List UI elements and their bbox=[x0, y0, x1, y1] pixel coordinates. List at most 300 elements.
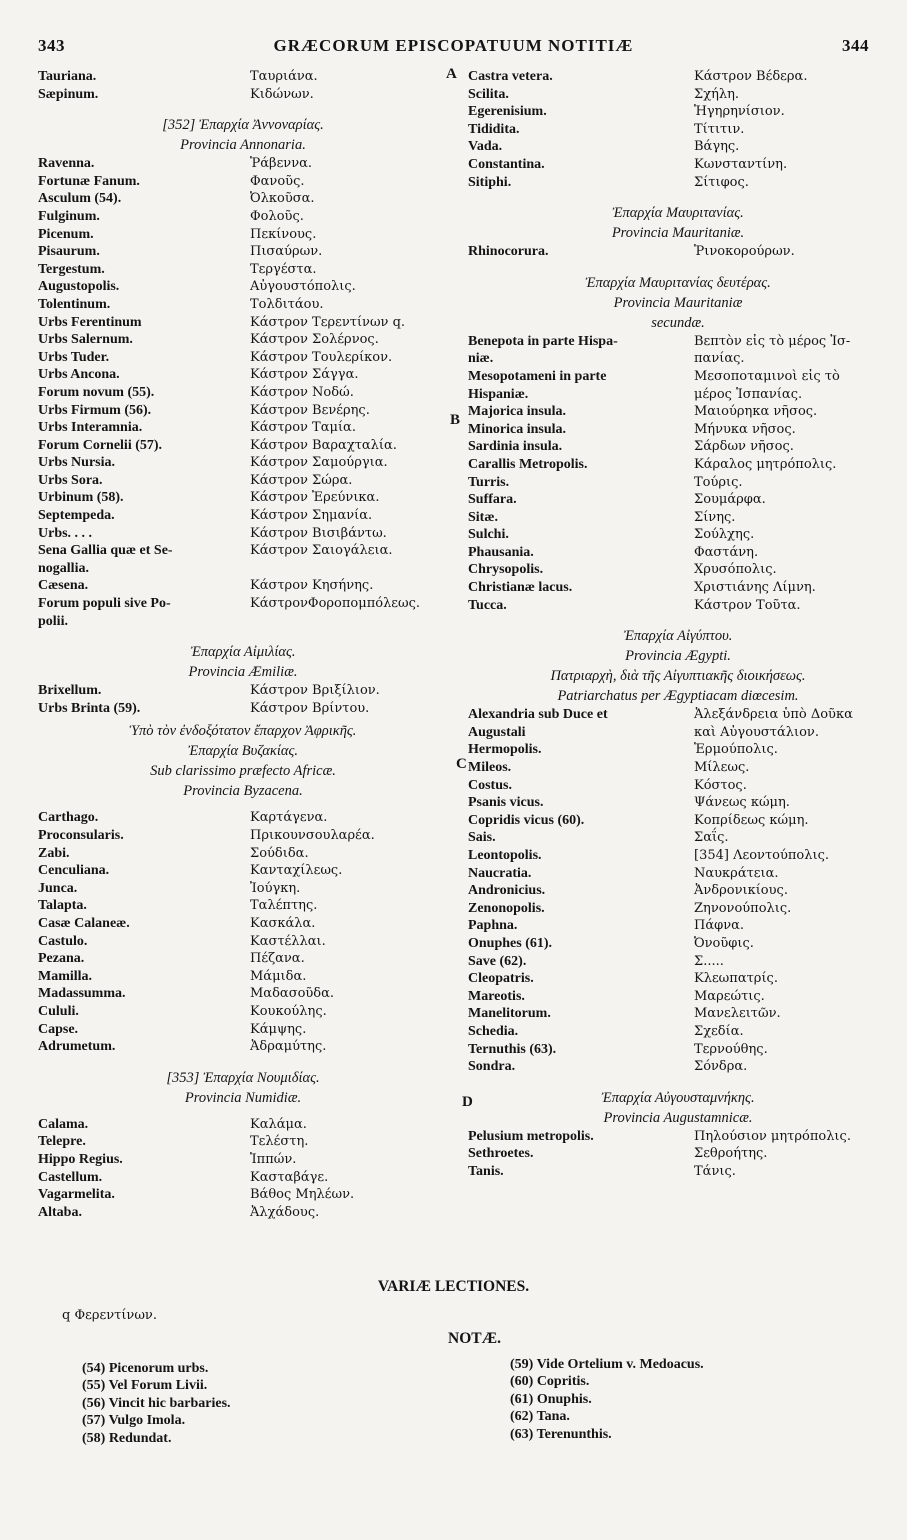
greek-name: Μίλεως. bbox=[694, 760, 750, 776]
greek-name: Πάφνα. bbox=[694, 918, 745, 934]
greek-name: Ἀλεξάνδρεια ὑπὸ Δοῦκα bbox=[694, 707, 853, 723]
list-item bbox=[468, 421, 888, 439]
greek-name: Κόστος. bbox=[694, 777, 747, 793]
latin-name: Tergestum. bbox=[38, 261, 105, 277]
list-item bbox=[468, 759, 888, 777]
latin-name: Cululi. bbox=[38, 1003, 79, 1019]
section-heading-latin: Provincia Byzacena. bbox=[183, 783, 303, 800]
list-item bbox=[38, 1038, 448, 1056]
latin-name: Mesopotameni in parte bbox=[468, 368, 607, 384]
latin-name: Adrumetum. bbox=[38, 1039, 116, 1055]
latin-name: Manelitorum. bbox=[468, 1006, 551, 1022]
greek-name: Κάστρον Σημανία. bbox=[250, 508, 373, 524]
greek-name: Μανελειτῶν. bbox=[694, 1006, 781, 1022]
greek-name: Τερνούθης. bbox=[694, 1041, 768, 1057]
latin-name: Save (62). bbox=[468, 953, 527, 969]
latin-name: Cleopatris. bbox=[468, 971, 534, 987]
section-heading-latin: Provincia Ægypti. bbox=[625, 648, 731, 665]
list-item bbox=[38, 454, 448, 472]
list-item bbox=[38, 862, 448, 880]
list-item bbox=[38, 437, 448, 455]
greek-name: Ψάνεως κώμη. bbox=[694, 795, 790, 811]
greek-name: ΚάστρονΦοροπομπόλεως. bbox=[250, 596, 421, 612]
section-heading-greek: Ἐπαρχία Αἰγύπτου. bbox=[623, 628, 733, 645]
list-item bbox=[468, 243, 888, 261]
list-item bbox=[38, 985, 448, 1003]
greek-name: Μεσοποταμινοὶ εἰς τὸ bbox=[694, 368, 840, 384]
list-item bbox=[468, 509, 888, 527]
greek-name: Πισαύρων. bbox=[250, 244, 323, 260]
list-item bbox=[38, 915, 448, 933]
latin-name: Tididita. bbox=[468, 121, 520, 137]
latin-name: Urbs Ferentinum bbox=[38, 314, 142, 330]
latin-name: Sitæ. bbox=[468, 509, 498, 525]
note-item: (57) Vulgo Imola. bbox=[82, 1413, 186, 1429]
latin-name: Tolentinum. bbox=[38, 296, 111, 312]
greek-name: Κάστρον Σάγγα. bbox=[250, 367, 359, 383]
section-heading-greek: [353] Ἐπαρχία Νουμιδίας. bbox=[166, 1069, 320, 1086]
list-item bbox=[468, 68, 888, 86]
greek-name: Ταλέπτης. bbox=[250, 898, 318, 914]
greek-name: Φανοῦς. bbox=[250, 173, 305, 189]
variant-reading: q Φερεντίνων. bbox=[62, 1308, 157, 1323]
list-item bbox=[38, 472, 448, 490]
latin-name: polii. bbox=[38, 613, 68, 629]
greek-name: Τούρις. bbox=[694, 474, 743, 490]
list-item bbox=[468, 882, 888, 900]
latin-name: Christianæ lacus. bbox=[468, 580, 573, 596]
list-item bbox=[38, 845, 448, 863]
greek-name: Μάμιδα. bbox=[250, 968, 307, 984]
greek-name: Ἑρμούπολις. bbox=[694, 742, 778, 758]
list-item bbox=[38, 208, 448, 226]
list-item bbox=[38, 278, 448, 296]
greek-name: Βάγης. bbox=[694, 139, 740, 155]
margin-letter-d: D bbox=[462, 1094, 473, 1110]
latin-name: Hispaniæ. bbox=[468, 386, 529, 402]
greek-name: Κάστρον Νοδώ. bbox=[250, 384, 354, 400]
greek-name: Σούλχης. bbox=[694, 527, 755, 543]
list-item bbox=[38, 314, 448, 332]
list-item bbox=[38, 86, 448, 104]
list-item bbox=[38, 560, 448, 578]
list-item bbox=[468, 474, 888, 492]
list-item bbox=[38, 682, 448, 700]
latin-name: Cæsena. bbox=[38, 578, 89, 594]
latin-name: Vagarmelita. bbox=[38, 1187, 115, 1203]
greek-name bbox=[250, 613, 448, 631]
list-item bbox=[38, 68, 448, 86]
greek-name: Σουμάρφα. bbox=[694, 492, 766, 508]
latin-name: Sæpinum. bbox=[38, 86, 99, 102]
list-item bbox=[38, 700, 448, 718]
list-item bbox=[468, 86, 888, 104]
list-item bbox=[38, 577, 448, 595]
latin-name: Capse. bbox=[38, 1021, 79, 1037]
list-item bbox=[468, 1163, 888, 1181]
list-item bbox=[38, 402, 448, 420]
greek-name: Κασταβάγε. bbox=[250, 1169, 329, 1185]
list-item bbox=[38, 489, 448, 507]
list-item bbox=[38, 950, 448, 968]
latin-name: Copridis vicus (60). bbox=[468, 812, 585, 828]
latin-name: Urbinum (58). bbox=[38, 490, 124, 506]
greek-name: Φολοῦς. bbox=[250, 208, 304, 224]
greek-name: Φαστάνη. bbox=[694, 544, 759, 560]
section-heading-greek: Ἐπαρχία Βυζακίας. bbox=[187, 743, 299, 760]
list-item bbox=[468, 865, 888, 883]
greek-name: Σίτιφος. bbox=[694, 174, 749, 190]
latin-name: Hippo Regius. bbox=[38, 1151, 123, 1167]
latin-name: Mileos. bbox=[468, 760, 512, 776]
list-item bbox=[468, 1023, 888, 1041]
greek-name: Ἀδραμύτης. bbox=[250, 1039, 327, 1055]
latin-name: Madassumma. bbox=[38, 986, 126, 1002]
greek-name: καὶ Αὐγουστάλιον. bbox=[694, 724, 819, 740]
greek-name: Κανταχίλεως. bbox=[250, 863, 343, 879]
latin-name: Fortunæ Fanum. bbox=[38, 173, 140, 189]
latin-name: Suffara. bbox=[468, 492, 517, 508]
margin-letter-b: B bbox=[450, 412, 461, 428]
list-item bbox=[38, 1186, 448, 1204]
greek-name: Κάστρον Ἐρεύνικα. bbox=[250, 490, 380, 506]
list-item bbox=[468, 386, 888, 404]
list-item bbox=[468, 350, 888, 368]
greek-name: Ὀνοῦφις. bbox=[694, 935, 754, 951]
greek-name: Κωνσταντίνη. bbox=[694, 156, 788, 172]
latin-name: Ravenna. bbox=[38, 156, 95, 172]
latin-name: Fulginum. bbox=[38, 208, 100, 224]
list-item bbox=[38, 384, 448, 402]
list-item bbox=[468, 103, 888, 121]
latin-name: Psanis vicus. bbox=[468, 795, 544, 811]
latin-name: Paphna. bbox=[468, 918, 518, 934]
list-item bbox=[468, 1041, 888, 1059]
latin-name: Castra vetera. bbox=[468, 69, 553, 84]
list-item bbox=[468, 579, 888, 597]
page-number-right: 344 bbox=[842, 36, 869, 55]
latin-name: Proconsularis. bbox=[38, 828, 124, 843]
list-item bbox=[38, 190, 448, 208]
section-heading-latin: Sub clarissimo præfecto Africæ. bbox=[150, 763, 336, 780]
section-heading-latin: secundæ. bbox=[651, 314, 705, 331]
list-item bbox=[38, 880, 448, 898]
right-column bbox=[468, 68, 888, 1181]
list-item bbox=[38, 1116, 448, 1134]
latin-name: Forum Cornelii (57). bbox=[38, 437, 163, 453]
greek-name: Σούδιδα. bbox=[250, 845, 309, 861]
latin-name: Zabi. bbox=[38, 845, 70, 861]
latin-name: Castellum. bbox=[38, 1169, 103, 1185]
section-heading-latin: Provincia Augustamnicæ. bbox=[603, 1109, 753, 1126]
latin-name: Pisaurum. bbox=[38, 244, 100, 260]
latin-name: nogallia. bbox=[38, 560, 89, 576]
latin-name: Calama. bbox=[38, 1116, 89, 1132]
greek-name: Ῥινοκορούρων. bbox=[694, 244, 795, 260]
latin-name: Onuphes (61). bbox=[468, 935, 553, 951]
list-item bbox=[38, 366, 448, 384]
section-heading-latin: Provincia Mauritaniæ. bbox=[611, 225, 745, 242]
greek-name: Τάνις. bbox=[694, 1163, 736, 1179]
greek-name: Σάρδων νῆσος. bbox=[694, 439, 794, 455]
latin-name: Andronicius. bbox=[468, 883, 546, 899]
greek-name: Πέζανα. bbox=[250, 951, 305, 967]
list-item bbox=[38, 809, 448, 827]
greek-name bbox=[250, 560, 448, 578]
latin-name: Constantina. bbox=[468, 156, 545, 172]
list-item bbox=[38, 968, 448, 986]
note-item: (60) Copritis. bbox=[510, 1374, 590, 1390]
list-item bbox=[468, 741, 888, 759]
greek-name: πανίας. bbox=[694, 351, 745, 367]
latin-name: Urbs. . . . bbox=[38, 525, 93, 541]
greek-name: Ναυκράτεια. bbox=[694, 865, 779, 881]
greek-name: μέρος Ἱσπανίας. bbox=[694, 386, 803, 402]
latin-name: Tucca. bbox=[468, 597, 507, 613]
latin-name: Tauriana. bbox=[38, 69, 97, 84]
list-item bbox=[468, 121, 888, 139]
list-item bbox=[468, 526, 888, 544]
latin-name: Altaba. bbox=[38, 1204, 82, 1220]
page-number-left: 343 bbox=[38, 36, 65, 55]
greek-name: Σχήλη. bbox=[694, 86, 740, 102]
greek-name: Ταυριάνα. bbox=[250, 69, 318, 84]
list-item bbox=[38, 525, 448, 543]
list-item bbox=[468, 847, 888, 865]
greek-name: Καστέλλαι. bbox=[250, 933, 326, 949]
latin-name: Chrysopolis. bbox=[468, 562, 544, 578]
greek-name: Μήνυκα νῆσος. bbox=[694, 421, 796, 437]
latin-name: Costus. bbox=[468, 777, 512, 793]
latin-name: Talapta. bbox=[38, 898, 87, 914]
list-item bbox=[468, 706, 888, 724]
list-item bbox=[38, 1151, 448, 1169]
latin-name: Egerenisium. bbox=[468, 104, 547, 120]
greek-name: Τίτιτιν. bbox=[694, 121, 745, 137]
greek-name: Ῥάβεννα. bbox=[250, 156, 313, 172]
latin-name: Leontopolis. bbox=[468, 848, 542, 863]
latin-name: Minorica insula. bbox=[468, 421, 567, 437]
latin-name: Urbs Salernum. bbox=[38, 332, 133, 348]
latin-name: Phausania. bbox=[468, 544, 534, 560]
latin-name: Vada. bbox=[468, 139, 503, 155]
latin-name: Urbs Sora. bbox=[38, 472, 103, 488]
list-item bbox=[38, 1204, 448, 1222]
greek-name: Κουκούλης. bbox=[250, 1003, 327, 1019]
notae-heading: NOTÆ. bbox=[448, 1330, 501, 1347]
greek-name: Χριστιάνης Λίμνη. bbox=[694, 580, 816, 596]
greek-name: Κάστρον Βενέρης. bbox=[250, 402, 370, 418]
list-item bbox=[468, 1145, 888, 1163]
greek-name: Βάθος Μηλέων. bbox=[250, 1187, 355, 1203]
greek-name: Ἰούγκη. bbox=[250, 880, 301, 896]
greek-name: Κάστρον Κησήνης. bbox=[250, 578, 374, 594]
greek-name: Μαιούρηκα νῆσος. bbox=[694, 404, 818, 420]
greek-name: Ἡγηρηνίσιον. bbox=[694, 104, 785, 120]
greek-name: Αὐγουστόπολις. bbox=[250, 279, 356, 295]
latin-name: Majorica insula. bbox=[468, 404, 566, 420]
note-item: (61) Onuphis. bbox=[510, 1391, 592, 1407]
list-item bbox=[468, 544, 888, 562]
greek-name: Χρυσόπολις. bbox=[694, 562, 777, 578]
list-item bbox=[468, 777, 888, 795]
greek-name: [354] Λεοντούπολις. bbox=[694, 848, 829, 863]
latin-name: Septempeda. bbox=[38, 508, 115, 524]
list-item bbox=[468, 456, 888, 474]
section-heading-latin: Provincia Mauritaniæ bbox=[613, 294, 743, 311]
list-item bbox=[38, 155, 448, 173]
greek-name: Κάστρον Τουλερίκον. bbox=[250, 349, 393, 365]
latin-name: Telepre. bbox=[38, 1134, 86, 1150]
greek-name: Πηλούσιον μητρόπολις. bbox=[694, 1128, 851, 1144]
latin-name: Sena Gallia quæ et Se- bbox=[38, 543, 173, 559]
greek-name: Ἀνδρονικίους. bbox=[694, 883, 788, 899]
latin-name: Forum populi sive Po- bbox=[38, 596, 171, 612]
section-heading-greek: Ἐπαρχία Αἰμιλίας. bbox=[190, 644, 296, 661]
latin-name: Hermopolis. bbox=[468, 742, 542, 758]
greek-name: Σόνδρα. bbox=[694, 1059, 748, 1075]
greek-name: Σ..... bbox=[694, 953, 724, 969]
note-item: (59) Vide Ortelium v. Medoacus. bbox=[510, 1357, 704, 1372]
list-item bbox=[38, 349, 448, 367]
latin-name: Benepota in parte Hispa- bbox=[468, 333, 618, 349]
greek-name: Κάστρον Σαιογάλεια. bbox=[250, 543, 393, 559]
section-heading-latin: Provincia Æmiliæ. bbox=[188, 664, 298, 681]
latin-name: Urbs Ancona. bbox=[38, 367, 120, 383]
latin-name: Schedia. bbox=[468, 1023, 519, 1039]
greek-name: Κασκάλα. bbox=[250, 915, 316, 931]
list-item bbox=[38, 173, 448, 191]
margin-letter-a: A bbox=[446, 66, 457, 82]
latin-name: Turris. bbox=[468, 474, 510, 490]
note-item: (56) Vincit hic barbaries. bbox=[82, 1395, 231, 1411]
latin-name: niæ. bbox=[468, 351, 494, 367]
greek-name: Κάστρον Ταμία. bbox=[250, 420, 356, 436]
greek-name: Κάστρον Σολέρνος. bbox=[250, 332, 379, 348]
list-item bbox=[468, 917, 888, 935]
list-item bbox=[468, 1005, 888, 1023]
latin-name: Forum novum (55). bbox=[38, 384, 155, 400]
list-item bbox=[38, 419, 448, 437]
list-item bbox=[468, 368, 888, 386]
greek-name: Κάστρον Βισιβάντω. bbox=[250, 525, 387, 541]
list-item bbox=[468, 491, 888, 509]
list-item bbox=[468, 403, 888, 421]
greek-name: Πεκίνους. bbox=[250, 226, 317, 242]
latin-name: Mareotis. bbox=[468, 988, 525, 1004]
running-title: GRÆCORUM EPISCOPATUUM NOTITIÆ bbox=[273, 36, 634, 55]
list-item bbox=[38, 827, 448, 845]
greek-name: Κιδώνων. bbox=[250, 86, 314, 102]
greek-name: Καρτάγενα. bbox=[250, 810, 328, 826]
list-item bbox=[468, 156, 888, 174]
section-heading-greek: Πατριαρχὴ, διὰ τῆς Αἰγυπτιακῆς διοικήσεως. bbox=[550, 668, 806, 685]
greek-name: Σχεδία. bbox=[694, 1023, 744, 1039]
list-item bbox=[38, 507, 448, 525]
list-item bbox=[468, 900, 888, 918]
list-item bbox=[468, 935, 888, 953]
left-column bbox=[38, 68, 448, 1221]
list-item bbox=[38, 897, 448, 915]
latin-name: Sulchi. bbox=[468, 527, 509, 543]
section-heading-greek: Ἐπαρχία Αὐγουσταμνήκης. bbox=[601, 1089, 755, 1106]
list-item bbox=[468, 1128, 888, 1146]
list-item bbox=[38, 595, 448, 613]
section-heading-greek: [352] Ἐπαρχία Ἀννοναρίας. bbox=[162, 117, 324, 134]
latin-name: Urbs Tuder. bbox=[38, 349, 110, 365]
latin-name: Mamilla. bbox=[38, 968, 93, 984]
greek-name: Σεθροήτης. bbox=[694, 1146, 768, 1162]
latin-name: Sitiphi. bbox=[468, 174, 512, 190]
greek-name: Τεργέστα. bbox=[250, 261, 317, 277]
section-heading-latin: Patriarchatus per Ægyptiacam diœcesim. bbox=[557, 688, 799, 705]
notes-left bbox=[82, 1360, 231, 1447]
greek-name: Καλάμα. bbox=[250, 1116, 307, 1132]
latin-name: Rhinocorura. bbox=[468, 244, 549, 260]
list-item bbox=[468, 988, 888, 1006]
note-item: (63) Terenunthis. bbox=[510, 1426, 612, 1442]
section-heading-greek: Ὑπὸ τὸν ἐνδοξότατον ἔπαρχον Ἀφρικῆς. bbox=[129, 723, 357, 740]
latin-name: Sardinia insula. bbox=[468, 439, 563, 455]
greek-name: Κάστρον Σώρα. bbox=[250, 472, 353, 488]
latin-name: Sais. bbox=[468, 830, 496, 846]
greek-name: Ὀλκοῦσα. bbox=[250, 191, 315, 207]
list-item bbox=[38, 296, 448, 314]
latin-name: Carthago. bbox=[38, 810, 99, 826]
margin-letter-c: C bbox=[456, 756, 467, 772]
latin-name: Sethroetes. bbox=[468, 1146, 534, 1162]
greek-name: Κάστρον Βρίντου. bbox=[250, 700, 370, 716]
latin-name: Sondra. bbox=[468, 1059, 516, 1075]
latin-name: Augustali bbox=[468, 724, 526, 740]
greek-name: Ζηνονούπολις. bbox=[694, 900, 792, 916]
latin-name: Urbs Brinta (59). bbox=[38, 700, 141, 716]
latin-name: Zenonopolis. bbox=[468, 900, 545, 916]
list-item bbox=[38, 1021, 448, 1039]
section-heading-greek: Ἐπαρχία Μαυριτανίας δευτέρας. bbox=[585, 274, 771, 291]
list-item bbox=[468, 174, 888, 192]
greek-name: Κάστρον Βριξίλιον. bbox=[250, 683, 380, 699]
latin-name: Picenum. bbox=[38, 226, 94, 242]
greek-name: Ἀλχάδους. bbox=[250, 1204, 320, 1220]
list-item bbox=[38, 261, 448, 279]
list-item bbox=[468, 138, 888, 156]
latin-name: Casæ Calaneæ. bbox=[38, 915, 130, 931]
list-item bbox=[38, 933, 448, 951]
greek-name: Τελέστη. bbox=[250, 1134, 309, 1150]
list-item bbox=[38, 1169, 448, 1187]
greek-name: Κλεωπατρίς. bbox=[694, 971, 778, 987]
latin-name: Scilita. bbox=[468, 86, 509, 102]
latin-name: Augustopolis. bbox=[38, 279, 120, 295]
list-item bbox=[468, 794, 888, 812]
list-item bbox=[38, 226, 448, 244]
list-item bbox=[468, 970, 888, 988]
note-item: (62) Tana. bbox=[510, 1409, 570, 1425]
list-item bbox=[468, 333, 888, 351]
list-item bbox=[468, 561, 888, 579]
list-item bbox=[38, 1003, 448, 1021]
greek-name: Κάστρον Τερεντίνων q. bbox=[250, 314, 406, 330]
list-item bbox=[38, 243, 448, 261]
greek-name: Μαρεώτις. bbox=[694, 988, 765, 1004]
list-item bbox=[468, 812, 888, 830]
notes-right bbox=[510, 1356, 704, 1443]
greek-name: Πρικουνσουλαρέα. bbox=[250, 828, 375, 843]
list-item bbox=[38, 542, 448, 560]
section-heading-latin: Provincia Annonaria. bbox=[180, 137, 306, 154]
list-item bbox=[468, 829, 888, 847]
